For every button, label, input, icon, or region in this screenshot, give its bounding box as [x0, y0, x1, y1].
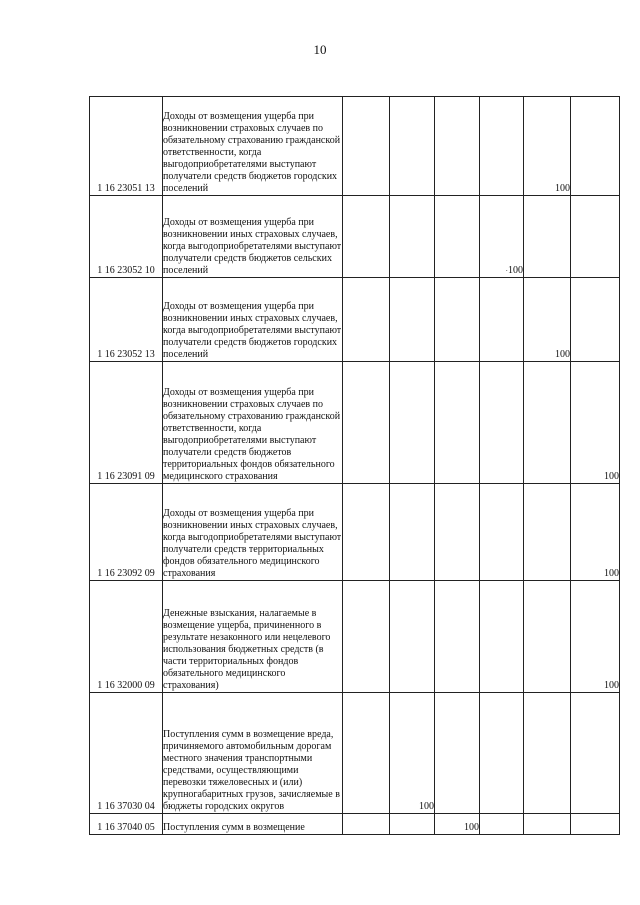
value-cell [390, 97, 435, 196]
value-cell [343, 196, 390, 278]
value-cell [524, 581, 571, 693]
value-cell [524, 484, 571, 581]
value-text: 100 [508, 265, 523, 276]
value-cell: 100 [571, 581, 620, 693]
value-cell [343, 484, 390, 581]
value-cell [435, 362, 480, 484]
table-row [90, 97, 620, 196]
value-cell [571, 693, 620, 814]
revenue-code: 1 16 32000 09 [90, 581, 163, 693]
value-cell [524, 814, 571, 835]
revenue-description: Денежные взыскания, налагаемые в возмещение ущерба, причиненного в результате незаконного или нецелевого использования бюджетных средств (в части территориальных фондов обязательного медицинского страхования) [163, 581, 343, 693]
table-row [90, 814, 620, 835]
value-cell [435, 581, 480, 693]
revenue-description: Доходы от возмещения ущерба при возникновении иных страховых случаев, когда выгодоприобретателями выступают получатели средств бюджетов сельских поселений [163, 196, 343, 278]
value-cell [480, 693, 524, 814]
revenue-description: Доходы от возмещения ущерба при возникновении страховых случаев по обязательному страхованию гражданской ответственности, когда выгодоприобретателями выступают получатели средств бюджетов городских поселений [163, 97, 343, 196]
value-cell [480, 97, 524, 196]
revenue-description: Доходы от возмещения ущерба при возникновении иных страховых случаев, когда выгодоприобретателями выступают получатели средств территориальных фондов обязательного медицинского страхования [163, 484, 343, 581]
revenue-code: 1 16 23092 09 [90, 484, 163, 581]
revenue-code: 1 16 37040 05 [90, 814, 163, 835]
value-cell [480, 581, 524, 693]
value-cell [390, 814, 435, 835]
value-cell [435, 278, 480, 362]
value-cell [480, 484, 524, 581]
value-cell [480, 278, 524, 362]
value-cell [571, 814, 620, 835]
value-cell: 100 [524, 278, 571, 362]
value-cell [480, 196, 524, 278]
table-row [90, 362, 620, 484]
page-number: 10 [313, 42, 327, 57]
value-cell [343, 97, 390, 196]
value-cell [435, 693, 480, 814]
value-cell [390, 196, 435, 278]
value-cell [435, 484, 480, 581]
value-cell [390, 362, 435, 484]
value-cell [343, 693, 390, 814]
revenue-code: 1 16 23052 10 [90, 196, 163, 278]
scan-mark: · [505, 267, 508, 275]
value-cell: 100 [571, 484, 620, 581]
value-cell: 100 [524, 97, 571, 196]
table-row [90, 484, 620, 581]
revenue-code: 1 16 37030 04 [90, 693, 163, 814]
value-cell [571, 97, 620, 196]
table-row [90, 693, 620, 814]
revenue-description: Поступления сумм в возмещение [163, 814, 343, 835]
revenue-description: Поступления сумм в возмещение вреда, причиняемого автомобильным дорогам местного значения транспортными средствами, осуществляющими перевозки тяжеловесных и (или) крупногабаритных грузов, зачисляемые в бюджеты городских округов [163, 693, 343, 814]
value-cell [343, 362, 390, 484]
value-cell [571, 278, 620, 362]
value-cell [480, 362, 524, 484]
value-cell [480, 814, 524, 835]
value-cell [343, 581, 390, 693]
table-row [90, 278, 620, 362]
table-row [90, 581, 620, 693]
value-cell: 100 [571, 362, 620, 484]
value-cell [524, 196, 571, 278]
value-cell [435, 196, 480, 278]
value-cell [390, 484, 435, 581]
value-cell [390, 581, 435, 693]
value-cell [571, 196, 620, 278]
value-cell [343, 278, 390, 362]
revenue-code: 1 16 23052 13 [90, 278, 163, 362]
value-cell: 100 [435, 814, 480, 835]
value-cell [524, 693, 571, 814]
value-cell: 100 [390, 693, 435, 814]
revenue-code: 1 16 23051 13 [90, 97, 163, 196]
table-row [90, 196, 620, 278]
revenue-code: 1 16 23091 09 [90, 362, 163, 484]
revenue-distribution-table [89, 96, 620, 835]
value-cell [390, 278, 435, 362]
revenue-description: Доходы от возмещения ущерба при возникновении страховых случаев по обязательному страхованию гражданской ответственности, когда выгодоприобретателями выступают получатели средств бюджетов территориальных фондов обязательного медицинского страхования [163, 362, 343, 484]
value-cell [524, 362, 571, 484]
value-cell [435, 97, 480, 196]
value-cell [343, 814, 390, 835]
revenue-description: Доходы от возмещения ущерба при возникновении иных страховых случаев, когда выгодоприобретателями выступают получатели средств бюджетов городских поселений [163, 278, 343, 362]
